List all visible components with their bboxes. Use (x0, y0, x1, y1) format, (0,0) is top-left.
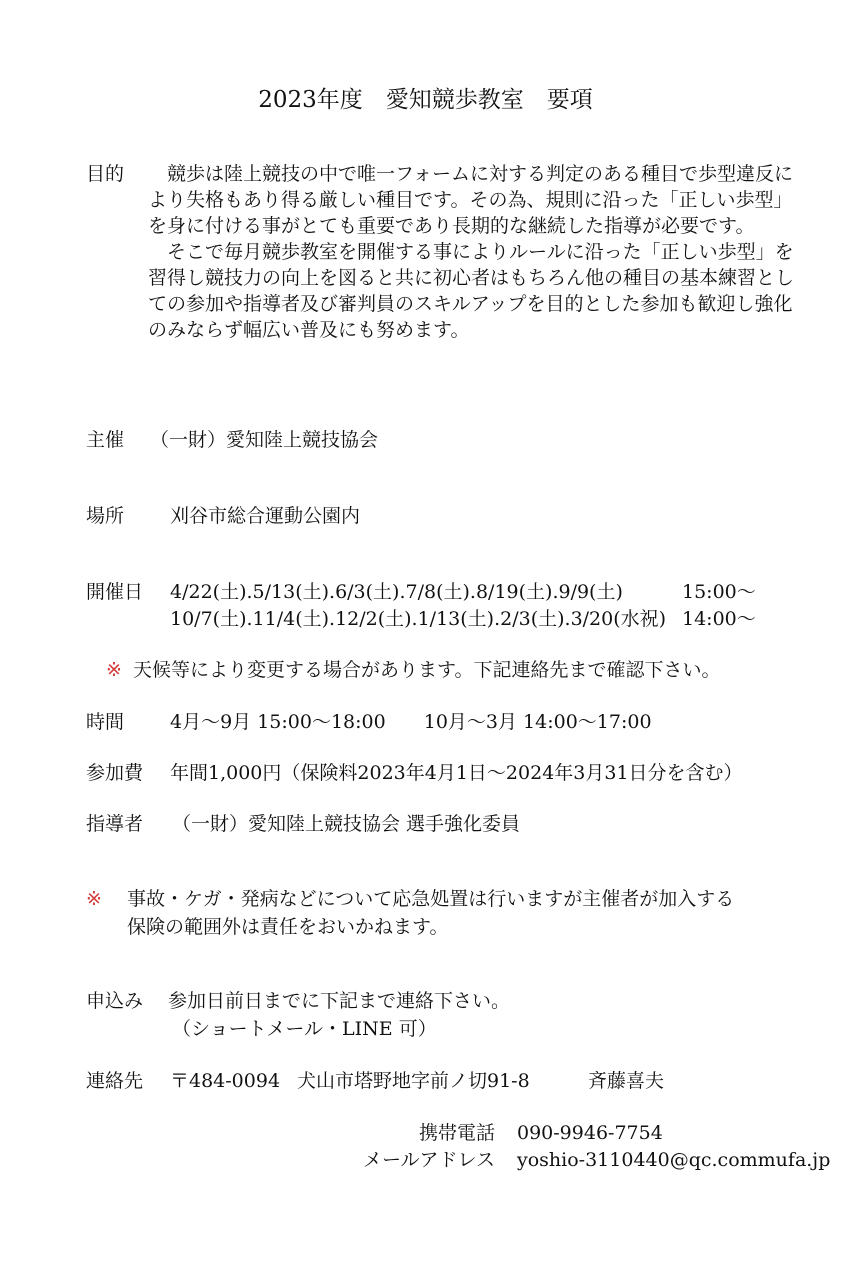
application-label: 申込み (86, 990, 144, 1012)
dates-line-2: 10/7(土).11/4(土).12/2(土).1/13(土).2/3(土).3/20(水祝) (170, 608, 667, 630)
dates-line-1: 4/22(土).5/13(土).6/3(土).7/8(土).8/19(土).9/9(土) (170, 581, 623, 603)
purpose-paragraph-2: そこで毎月競歩教室を開催する事によりルールに沿った「正しい歩型」を習得し競技力の向上を図ると共に初心者はもちろん他の種目の基本練習としての参加や指導者及び審判員のスキルアップを目的とした参加も歓迎し強化のみならず幅広い普及にも努めます。 (148, 241, 795, 341)
dates-time-1: 15:00〜 (682, 581, 756, 603)
contact-email: yoshio-3110440@qc.commufa.jp (517, 1149, 831, 1171)
insurance-note-mark: ※ (86, 888, 102, 910)
time-label: 時間 (86, 711, 125, 733)
contact-name: 斉藤喜夫 (588, 1070, 665, 1092)
insurance-note-line-1: 事故・ケガ・発病などについて応急処置は行いますが主催者が加入する (127, 888, 735, 910)
contact-address: 犬山市塔野地字前ノ切91-8 (297, 1070, 530, 1092)
weather-note-text: 天候等により変更する場合があります。下記連絡先まで確認下さい。 (133, 659, 721, 681)
time-value: 4月〜9月 15:00〜18:00 10月〜3月 14:00〜17:00 (170, 711, 652, 733)
fee-label: 参加費 (86, 762, 144, 784)
dates-time-2: 14:00〜 (682, 608, 756, 630)
weather-note-mark: ※ (106, 659, 122, 681)
contact-label: 連絡先 (86, 1070, 144, 1092)
purpose-text (148, 161, 808, 343)
dates-label: 開催日 (86, 581, 144, 603)
page-title: 2023年度 愛知競歩教室 要項 (258, 87, 593, 113)
organizer-value: （一財）愛知陸上競技協会 (150, 429, 379, 451)
venue-value: 刈谷市総合運動公園内 (170, 505, 361, 527)
insurance-note-line-2: 保険の範囲外は責任をおいかねます。 (127, 916, 449, 938)
application-line-2: （ショートメール・LINE 可） (172, 1018, 437, 1040)
purpose-paragraph-1: 競歩は陸上競技の中で唯一フォームに対する判定のある種目で歩型違反により失格もあり得る厳しい種目です。その為、規則に沿った「正しい歩型」を身に付ける事がとても重要であり長期的な継続した指導が必要です。 (148, 163, 794, 237)
organizer-label: 主催 (86, 429, 125, 451)
instructor-label: 指導者 (86, 813, 144, 835)
instructor-value: （一財）愛知陸上競技協会 選手強化委員 (172, 813, 521, 835)
contact-phone: 090-9946-7754 (517, 1122, 663, 1144)
purpose-label: 目的 (86, 163, 125, 185)
contact-email-label: メールアドレス (362, 1149, 495, 1171)
fee-value: 年間1,000円（保険料2023年4月1日〜2024年3月31日分を含む） (170, 762, 743, 784)
contact-phone-label: 携帯電話 (418, 1122, 495, 1144)
application-line-1: 参加日前日までに下記まで連絡下さい。 (168, 990, 511, 1012)
venue-label: 場所 (86, 505, 125, 527)
contact-postal: 〒484-0094 (170, 1070, 281, 1092)
